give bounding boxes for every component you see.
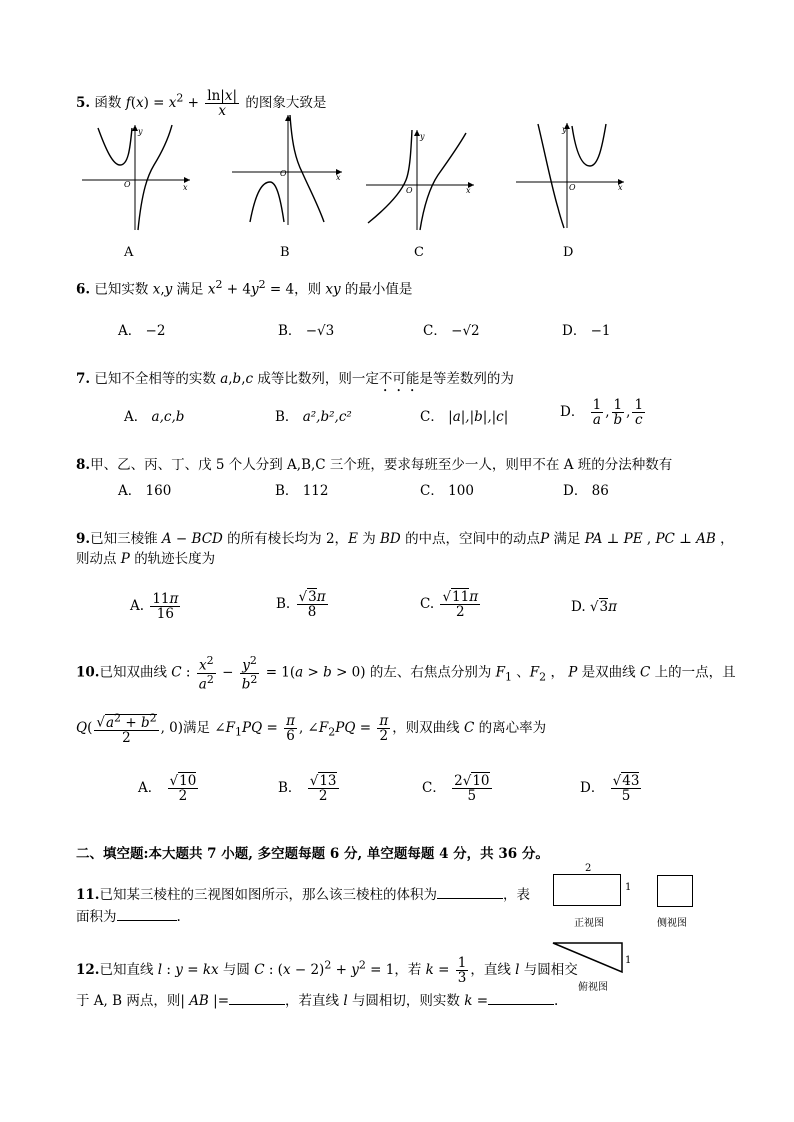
side-view-label: 侧视图 (657, 918, 687, 929)
q8-number: 8. (76, 457, 91, 473)
svg-text:x: x (466, 186, 471, 195)
q7-stem: 7. 已知不全相等的实数 a,b,c 成等比数列，则一定不可能是等差数列的为 (76, 371, 514, 387)
q10-option-d[interactable]: D． $\frac{√43}{5}$ (580, 773, 640, 805)
q6-option-b[interactable]: B． −√3 (278, 323, 335, 339)
q12-number: 12. (76, 962, 100, 979)
side-view-rect (657, 875, 693, 907)
front-view-height-label: 1 (625, 882, 632, 893)
q7-text-pre: 已知不全相等的实数 (94, 371, 216, 387)
q5-graph-a (78, 120, 198, 235)
front-view-width-label: 2 (585, 863, 592, 874)
q12-line2: 于 A, B 两点，则| AB |= ，若直线 l 与圆相切，则实数 k = . (76, 993, 559, 1009)
front-view-rect (553, 874, 621, 906)
q10-option-c[interactable]: C． $\frac{2√10}{5}$ (422, 773, 490, 805)
q10-number: 10. (76, 664, 100, 681)
q9-line2: 则动点 P 的轨迹长度为 (76, 551, 216, 567)
q10-line2: Q( $\frac{√a^2 + b^2}{2}$ , 0)满足 $\angle F_1PQ$ = $\frac{\pi}{6}$ , $\angle F_2PQ$ = $\frac{\pi}{2}$ ，则双曲线 C 的离心率为 (76, 711, 547, 746)
q6-text-pre: 已知实数 (94, 281, 149, 298)
q7-option-b[interactable]: B． a²,b²,c² (275, 409, 352, 425)
svg-text:y: y (138, 127, 143, 136)
svg-text:O: O (569, 183, 576, 192)
svg-text:O: O (280, 169, 287, 178)
q11-number: 11. (76, 887, 100, 903)
q11-line1: 11.已知某三棱柱的三视图如图所示，那么该三棱柱的体积为 ，表 (76, 887, 530, 903)
q9-option-c[interactable]: C. $\frac{√11\pi}{2}$ (420, 589, 479, 621)
q6-text-post: ，则 (294, 281, 322, 298)
q7-number: 7. (76, 371, 91, 387)
q8-stem (76, 456, 672, 474)
q7-text-emph: 不可能 (378, 371, 420, 387)
svg-text:x: x (336, 173, 341, 182)
q7-option-d[interactable]: D． $\frac{1}{a}$ , $\frac{1}{b}$ , $\frac{1}{c}$ (560, 397, 644, 429)
q5-text-pre: 函数 (94, 95, 122, 112)
q12-k-blank[interactable] (488, 992, 554, 1005)
section2-title: 二、填空题:本大题共 7 小题, 多空题每题 6 分, 单空题每题 4 分，共 36 分。 (76, 846, 549, 862)
q6-number: 6. (76, 281, 91, 298)
svg-text:x: x (618, 183, 623, 192)
q9-option-a[interactable]: A. $\frac{11\pi}{16}$ (130, 591, 179, 623)
q11-volume-blank[interactable] (437, 886, 503, 899)
q5-label-b: B (280, 245, 290, 260)
q5-graph-c (362, 125, 482, 235)
q5-graph-d (512, 118, 630, 233)
q5-stem: 5. 函数 $f(x) = x^2$ + $\frac{\ln|x|}{x}$ 的图象大致是 (76, 88, 327, 120)
q6-option-d[interactable]: D． −1 (562, 323, 611, 339)
q7-text-post: 是等差数列的为 (419, 371, 514, 387)
top-view-label: 俯视图 (578, 982, 608, 993)
q6-option-c[interactable]: C． −√2 (423, 323, 480, 339)
q9-option-d[interactable]: D. √3π (571, 599, 618, 615)
q5-label-a: A (124, 245, 134, 260)
q6-stem: 6. 已知实数 x,y 满足 $x^2 + 4y^2 = 4$，则 xy 的最小值是 (76, 278, 413, 298)
q8-option-d[interactable]: D． 86 (563, 483, 609, 499)
q5-label-c: C (414, 245, 424, 260)
q7-text-mid: 成等比数列，则一定 (257, 371, 379, 387)
q6-option-a[interactable]: A． −2 (118, 323, 166, 339)
q8-option-b[interactable]: B． 112 (275, 483, 329, 499)
q12-ab-blank[interactable] (229, 992, 285, 1005)
svg-text:O: O (406, 186, 413, 195)
front-view-label: 正视图 (574, 918, 604, 929)
top-view-height-label: 1 (625, 955, 632, 966)
q8-text: 甲、乙、丙、丁、戊 5 个人分到 A,B,C 三个班，要求每班至少一人，则甲不在 A 班的分法种数有 (90, 457, 673, 473)
q10-option-b[interactable]: B． $\frac{√13}{2}$ (278, 773, 337, 805)
q6-text-mid: 满足 (176, 281, 204, 298)
svg-text:O: O (124, 180, 131, 189)
q9-number: 9. (76, 531, 91, 547)
q9-line1: 9.已知三棱锥 A − BCD 的所有棱长均为 2，E 为 BD 的中点，空间中的动点P 满足 PA ⊥ PE , PC ⊥ AB ， (76, 531, 734, 547)
q11-line2: 面积为 . (76, 909, 181, 925)
q7-option-a[interactable]: A． a,c,b (124, 409, 185, 425)
q10-option-a[interactable]: A． $\frac{√10}{2}$ (138, 773, 197, 805)
q7-option-c[interactable]: C． |a|,|b|,|c| (420, 409, 509, 425)
q6-text-end: 的最小值是 (344, 281, 413, 298)
q5-number: 5. (76, 95, 91, 112)
q11-area-blank[interactable] (117, 908, 177, 921)
q9-option-b[interactable]: B. $\frac{√3\pi}{8}$ (276, 589, 326, 621)
svg-text:y: y (420, 132, 425, 141)
q12-line1: 12.已知直线 l : y = kx 与圆 C : $(x - 2)^2 + y^2 = 1$，若 k = $\frac{1}{3}$ ，直线 l 与圆相交 (76, 955, 578, 987)
q5-text-post: 的图象大致是 (245, 95, 327, 112)
q8-option-a[interactable]: A． 160 (118, 483, 172, 499)
q8-option-c[interactable]: C． 100 (420, 483, 474, 499)
q10-line1: 10.已知双曲线 C : $\frac{x^2}{a^2}$ − $\frac{y^2}{b^2}$ = 1(a > b > 0) 的左、右焦点分别为 $F_1$ 、$F_2$ ， P 是双曲线 C 上的一点，且 (76, 654, 736, 693)
svg-text:x: x (183, 183, 188, 192)
q5-graph-b (228, 110, 348, 230)
q5-label-d: D (563, 245, 574, 260)
svg-text:y: y (562, 125, 567, 134)
